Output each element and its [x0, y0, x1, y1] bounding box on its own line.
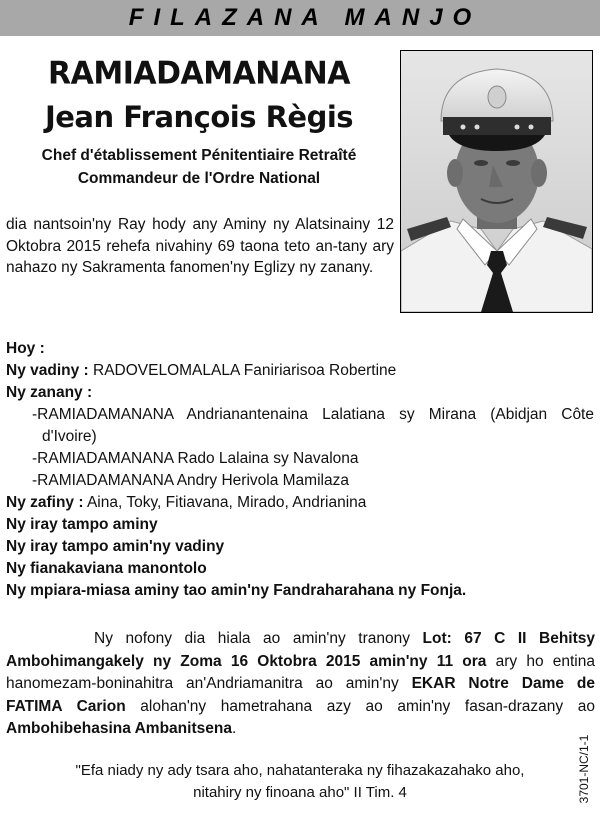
colleagues-line: Ny mpiara-miasa aminy tao amin'ny Fandraharahana ny Fonja.: [6, 582, 467, 599]
reference-code: [575, 725, 593, 813]
grandchildren-line: [6, 492, 594, 514]
hoy-label: Hoy :: [6, 340, 45, 357]
header-title: FILAZANA MANJO: [128, 4, 482, 31]
portrait-illustration: [401, 51, 592, 312]
quote-line-2: nitahiry ny finoana aho" II Tim. 4: [193, 784, 407, 801]
funeral-address-time: Lot: 67 C II Behitsy Ambohimangakely ny Zoma 16 Oktobra 2015 amin'ny 11 ora: [6, 630, 595, 670]
siblings-line: Ny iray tampo aminy: [6, 516, 158, 533]
deceased-title-2: Commandeur de l'Ordre National: [77, 170, 321, 187]
burial-place: Ambohibehasina Ambanitsena: [6, 720, 232, 737]
family-list: [6, 338, 594, 602]
grandchildren-label: Ny zafiny :: [6, 494, 84, 511]
spouse-label: Ny vadiny :: [6, 362, 89, 379]
spouse-siblings-line: Ny iray tampo amin'ny vadiny: [6, 538, 225, 555]
child-2: -RAMIADAMANANA Rado Lalaina sy Navalona: [32, 450, 359, 467]
header-banner: [0, 0, 600, 36]
spouse-name: RADOVELOMALALA Faniriarisoa Robertine: [88, 362, 397, 379]
deceased-title-1: Chef d'établissement Pénitentiaire Retraîté: [41, 147, 357, 164]
children-label: Ny zanany :: [6, 384, 93, 401]
reference-text: 3701-NC/1-1: [577, 734, 591, 804]
quote-line-1: "Efa niady ny ady tsara aho, nahatanteraka ny fihazakazahako aho,: [75, 762, 525, 779]
child-3: -RAMIADAMANANA Andry Herivola Mamilaza: [32, 472, 349, 489]
grandchildren-names: Aina, Toky, Fitiavana, Mirado, Andrianina: [83, 494, 367, 511]
funeral-text-4: .: [231, 720, 237, 737]
funeral-text-3: alohan'ny hametrahana azy ao amin'ny fasan-drazany ao: [125, 697, 595, 715]
funeral-text-2: ary ho entina hanomezam-boninahitra an'Andriamanitra ao amin'ny: [6, 652, 595, 692]
portrait-photo: [400, 50, 593, 313]
child-1: -RAMIADAMANANA Andrianantenaina Lalatiana sy Mirana (Abidjan Côte: [32, 406, 594, 423]
child-1-continued: d'Ivoire): [42, 428, 97, 445]
whole-family-line: Ny fianakaviana manontolo: [6, 560, 207, 577]
bible-quote: [30, 760, 570, 804]
funeral-text-1: Ny nofony dia hiala ao amin'ny tranony: [94, 630, 423, 647]
funeral-church: EKAR Notre Dame de FATIMA Carion: [6, 675, 595, 715]
spouse-line: [6, 360, 594, 382]
funeral-details: [6, 628, 595, 741]
announcement-intro: dia nantsoin'ny Ray hody any Aminy ny Alatsinainy 12 Oktobra 2015 rehefa nivahiny 69 taona teto an-tany ary nahazo ny Sakramenta fanomen'ny Eglizy ny zanany.: [6, 216, 394, 276]
deceased-surname: RAMIADAMANANA: [48, 55, 350, 92]
deceased-given-names: Jean François Règis: [44, 100, 354, 134]
